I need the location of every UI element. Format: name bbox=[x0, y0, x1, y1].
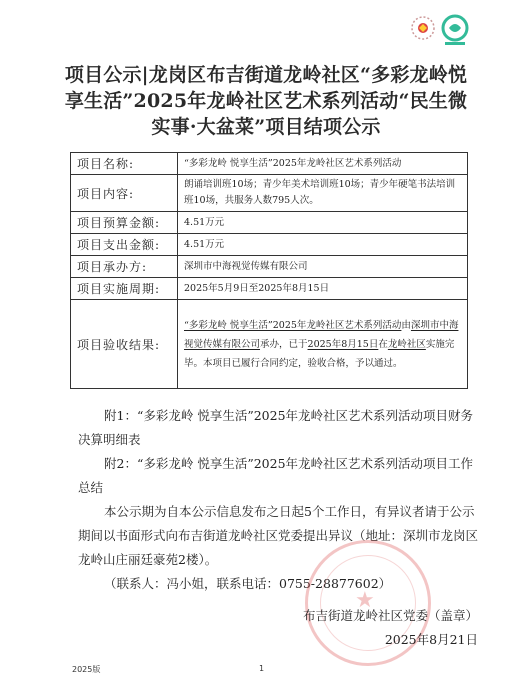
row-value: 朗诵培训班10场；青少年美术培训班10场；青少年硬笔书法培训班10场，共服务人数795人次。 bbox=[178, 175, 468, 212]
signature-block bbox=[248, 604, 478, 652]
acceptance-result bbox=[178, 300, 468, 389]
footer-version: 2025版 bbox=[72, 665, 101, 674]
row-value: 4.51万元 bbox=[178, 234, 468, 256]
row-label: 项目承办方: bbox=[71, 256, 178, 278]
table-row bbox=[71, 153, 468, 175]
row-label: 项目预算金额: bbox=[71, 212, 178, 234]
contact-info: （联系人：冯小姐，联系电话：0755-28877602） bbox=[104, 576, 392, 591]
row-value: “多彩龙岭 悦享生活”2025年龙岭社区艺术系列活动 bbox=[178, 153, 468, 175]
project-info-table bbox=[70, 152, 468, 389]
party-emblem-logo-icon bbox=[410, 14, 436, 44]
row-label: 项目支出金额: bbox=[71, 234, 178, 256]
row-label: 项目内容: bbox=[71, 175, 178, 212]
row-label: 项目名称: bbox=[71, 153, 178, 175]
signature-org: 布吉街道龙岭社区党委（盖章） bbox=[302, 608, 478, 623]
signature-date: 2025年8月21日 bbox=[384, 632, 478, 647]
attachment-1: 附1：“多彩龙岭 悦享生活”2025年龙岭社区艺术系列活动项目财务决算明细表 bbox=[78, 408, 474, 447]
table-row-acceptance bbox=[71, 300, 468, 389]
acceptance-text: 实施完毕。本项目已履行合同约定，验收合格，予以通过。 bbox=[184, 338, 455, 369]
acceptance-text: 承办，已于 bbox=[260, 338, 308, 350]
table-row bbox=[71, 278, 468, 300]
table-row bbox=[71, 234, 468, 256]
table-row bbox=[71, 256, 468, 278]
table-row bbox=[71, 175, 468, 212]
attachment-2: 附2：“多彩龙岭 悦享生活”2025年龙岭社区艺术系列活动项目工作总结 bbox=[78, 456, 474, 495]
acceptance-date: 2025年8月15日 bbox=[307, 338, 379, 350]
row-label: 项目实施周期: bbox=[71, 278, 178, 300]
page-title: 项目公示|龙岗区布吉街道龙岭社区“多彩龙岭悦享生活”2025年龙岭社区艺术系列活动“民生微实事·大盆菜”项目结项公示 bbox=[64, 64, 468, 138]
acceptance-text: 由 bbox=[401, 319, 411, 331]
header-logos bbox=[410, 12, 470, 50]
footer-page-number: 1 bbox=[259, 664, 265, 673]
acceptance-project: “多彩龙岭 悦享生活”2025年龙岭社区艺术系列活动 bbox=[184, 319, 402, 331]
acceptance-company: 深圳市中海视觉传媒有限公司 bbox=[184, 319, 459, 350]
row-value: 4.51万元 bbox=[178, 212, 468, 234]
row-value: 2025年5月9日至2025年8月15日 bbox=[178, 278, 468, 300]
document-body bbox=[78, 404, 482, 596]
row-value: 深圳市中海视觉传媒有限公司 bbox=[178, 256, 468, 278]
row-label: 项目验收结果: bbox=[71, 300, 178, 389]
objection-notice: 本公示期为自本公示信息发布之日起5个工作日，有异议者请于公示期间以书面形式向布吉街道龙岭社区党委提出异议（地址：深圳市龙岗区龙岭山庄丽廷豪苑2楼）。 bbox=[78, 504, 479, 567]
table-row bbox=[71, 212, 468, 234]
acceptance-text: 在 bbox=[378, 338, 388, 350]
acceptance-location: 龙岭社区 bbox=[387, 338, 426, 350]
community-logo-icon bbox=[440, 14, 470, 48]
official-seal-icon: ★ bbox=[305, 540, 431, 666]
